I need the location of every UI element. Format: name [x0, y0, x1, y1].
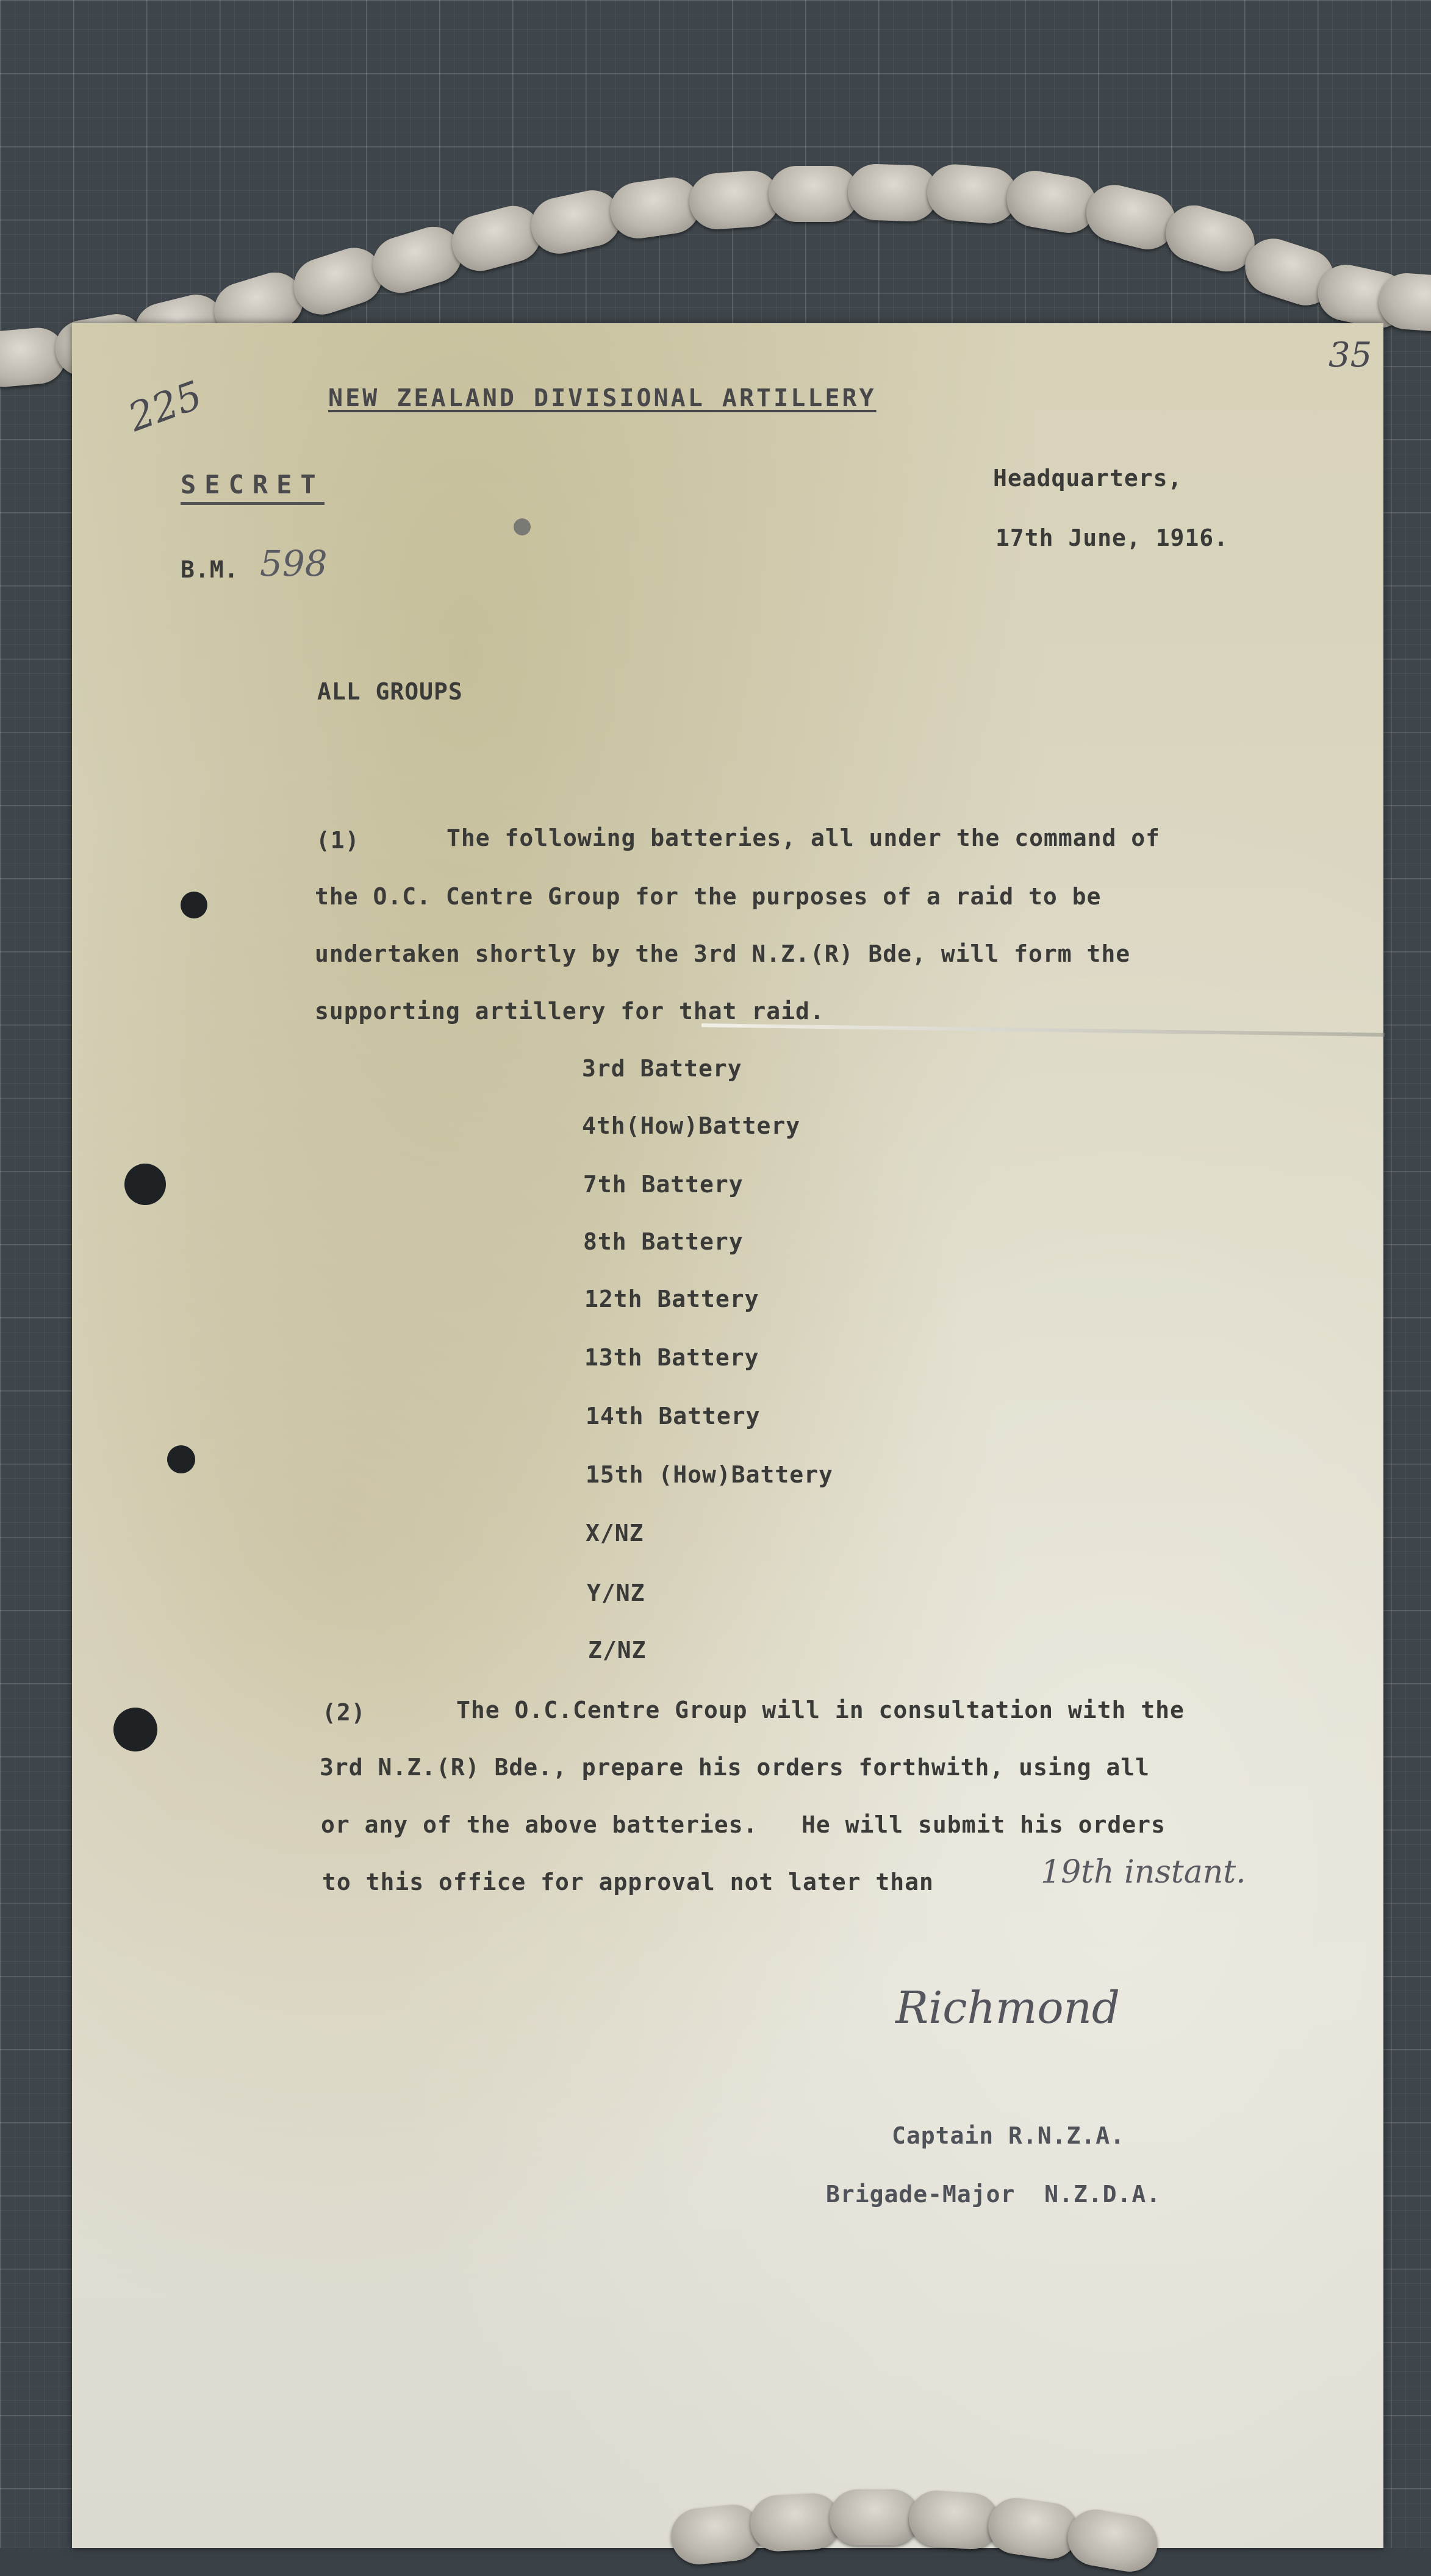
punch-hole [113, 1708, 157, 1751]
para1-line: the O.C. Centre Group for the purposes of a raid to be [315, 883, 1102, 910]
battery-item: 3rd Battery [582, 1055, 742, 1082]
small-hole [514, 518, 531, 535]
battery-item: 8th Battery [583, 1228, 744, 1255]
handwritten-date: 19th instant. [1041, 1854, 1246, 1891]
punch-hole [167, 1445, 195, 1473]
battery-item: 4th(How)Battery [582, 1112, 801, 1139]
paper-crease [701, 1023, 1385, 1037]
reference-number: 598 [260, 543, 328, 584]
battery-item: 13th Battery [584, 1344, 759, 1371]
punch-hole [124, 1164, 166, 1205]
folio-number: 225 [123, 373, 209, 441]
para2-line: to this office for approval not later than [322, 1869, 934, 1895]
page-number: 35 [1329, 335, 1372, 375]
para1-line: supporting artillery for that raid. [315, 998, 825, 1025]
punch-hole [181, 892, 207, 918]
para1-line: The following batteries, all under the command of [447, 825, 1161, 851]
para2-number: (2) [322, 1699, 366, 1726]
signature-title: Brigade-Major N.Z.D.A. [826, 2181, 1161, 2208]
location-label: Headquarters, [993, 465, 1183, 492]
battery-item: 12th Battery [584, 1286, 759, 1312]
para1-number: (1) [316, 827, 360, 854]
para2-line: The O.C.Centre Group will in consultation with the [456, 1697, 1185, 1723]
para2-line: or any of the above batteries. He will submit his orders [321, 1811, 1166, 1838]
document-date: 17th June, 1916. [995, 524, 1229, 551]
battery-item: Z/NZ [588, 1637, 647, 1664]
reference-prefix: B.M. [181, 556, 239, 583]
battery-item: 14th Battery [586, 1403, 761, 1429]
para1-line: undertaken shortly by the 3rd N.Z.(R) Bde, will form the [315, 940, 1131, 967]
para2-line: 3rd N.Z.(R) Bde., prepare his orders forthwith, using all [320, 1754, 1150, 1781]
battery-item: 15th (How)Battery [586, 1461, 833, 1488]
document-page [72, 323, 1383, 2548]
signature-rank: Captain R.N.Z.A. [892, 2122, 1125, 2149]
battery-item: X/NZ [586, 1520, 644, 1547]
document-heading: NEW ZEALAND DIVISIONAL ARTILLERY [328, 384, 877, 412]
signature: Richmond [895, 1982, 1121, 2033]
battery-item: Y/NZ [587, 1580, 645, 1606]
classification-label: SECRET [181, 470, 325, 505]
battery-item: 7th Battery [583, 1171, 744, 1198]
addressee: ALL GROUPS [317, 678, 463, 705]
